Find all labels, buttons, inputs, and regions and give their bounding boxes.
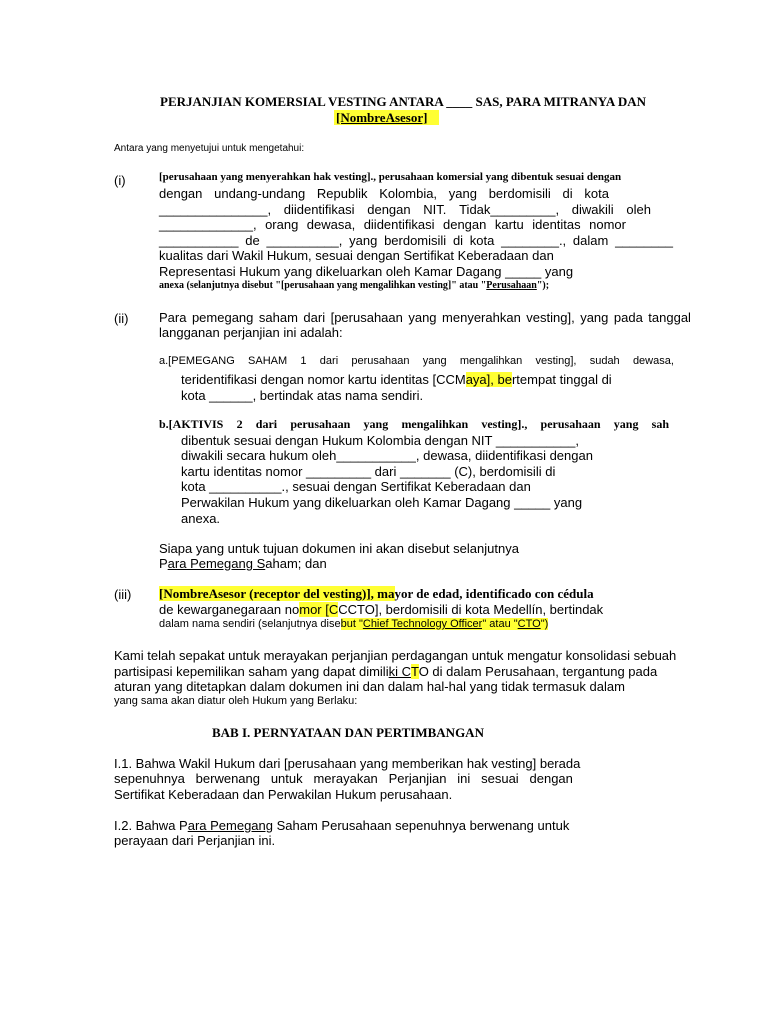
party-ii-summary: Para Pemegang Saham; dan	[159, 556, 327, 571]
party-i-line: Representasi Hukum yang dikeluarkan oleh Kamar Dagang _____ yang	[159, 264, 574, 279]
shareholder-b-line: Perwakilan Hukum yang dikeluarkan oleh Kamar Dagang _____ yang	[181, 495, 583, 510]
document-title: PERJANJIAN KOMERSIAL VESTING ANTARA ____ SAS, PARA MITRANYA DAN	[160, 94, 647, 109]
party-ii-line: Para pemegang saham dari [perusahaan yang menyerahkan vesting], yang pada tanggal	[159, 310, 691, 325]
party-i-line: _____________, orang dewasa, diidentifikasi dengan kartu identitas nomor	[159, 217, 626, 232]
party-i-line: kualitas dari Wakil Hukum, sesuai dengan Sertifikat Keberadaan dan	[159, 248, 554, 263]
party-i-line: [perusahaan yang menyerahkan hak vesting]., perusahaan komersial yang dibentuk sesuai dengan	[159, 171, 622, 183]
party-ii-marker: (ii)	[114, 311, 129, 326]
party-ii-summary: Siapa yang untuk tujuan dokumen ini akan disebut selanjutnya	[159, 541, 519, 556]
agreement-line: partisipasi kepemilikan saham yang dapat dimiliki CTO di dalam Perusahaan, tergantung pada	[114, 664, 658, 679]
agreement-line: yang sama akan diatur oleh Hukum yang Berlaku:	[114, 695, 358, 707]
shareholder-a-line: teridentifikasi dengan nomor kartu identitas [CCMaya], bertempat tinggal di	[181, 372, 612, 387]
party-i-line: ___________ de __________, yang berdomisili di kota ________., dalam ________	[159, 233, 673, 248]
agreement-line: aturan yang ditetapkan dalam dokumen ini dan dalam hal-hal yang tidak termasuk dalam	[114, 679, 625, 694]
clause-i1-line: I.1. Bahwa Wakil Hukum dari [perusahaan yang memberikan hak vesting] berada	[114, 756, 581, 771]
shareholder-b-line: anexa.	[181, 511, 221, 526]
shareholder-b-line: diwakili secara hukum oleh___________, dewasa, diidentifikasi dengan	[181, 448, 593, 463]
clause-i2-line: perayaan dari Perjanjian ini.	[114, 833, 276, 848]
shareholder-b-line: kartu identitas nomor _________ dari _______ (C), berdomisili di	[181, 464, 556, 479]
party-i-line: _______________, diidentifikasi dengan NIT. Tidak_________, diwakili oleh	[159, 202, 651, 217]
clause-i1-line: sepenuhnya berwenang untuk merayakan Perjanjian ini sesuai dengan	[114, 771, 573, 786]
section-heading: BAB I. PERNYATAAN DAN PERTIMBANGAN	[212, 725, 484, 740]
party-i-line: anexa (selanjutnya disebut "[perusahaan yang mengalihkan vesting]" atau "Perusahaan");	[159, 280, 550, 291]
shareholder-b-line: b.[AKTIVIS 2 dari perusahaan yang mengalihkan vesting]., perusahaan yang sah	[159, 417, 669, 431]
document-title-name: [NombreAsesor]	[334, 111, 439, 124]
shareholder-a-line: a.[PEMEGANG SAHAM 1 dari perusahaan yang mengalihkan vesting], sudah dewasa,	[159, 355, 674, 367]
clause-i1-line: Sertifikat Keberadaan dan Perwakilan Hukum perusahaan.	[114, 787, 453, 802]
agreement-line: Kami telah sepakat untuk merayakan perjanjian perdagangan untuk mengatur konsolidasi sebuah	[114, 648, 677, 663]
party-iii-line: de kewarganegaraan nomor [CCCTO], berdomisili di kota Medellín, bertindak	[159, 602, 604, 617]
party-iii-line: [NombreAsesor (receptor del vesting)], mayor de edad, identificado con cédula	[159, 586, 594, 601]
party-iii-line: dalam nama sendiri (selanjutnya disebut "Chief Technology Officer" atau "CTO")	[159, 618, 549, 630]
shareholder-b-line: dibentuk sesuai dengan Hukum Kolombia dengan NIT ___________,	[181, 433, 579, 448]
intro-text: Antara yang menyetujui untuk mengetahui:	[114, 143, 305, 154]
party-i-marker: (i)	[114, 173, 126, 188]
clause-i2-line: I.2. Bahwa Para Pemegang Saham Perusahaan sepenuhnya berwenang untuk	[114, 818, 570, 833]
party-iii-marker: (iii)	[114, 587, 132, 602]
party-ii-line: langganan perjanjian ini adalah:	[159, 325, 343, 340]
shareholder-b-line: kota __________., sesuai dengan Sertifikat Keberadaan dan	[181, 479, 531, 494]
party-i-line: dengan undang-undang Republik Kolombia, yang berdomisili di kota	[159, 186, 609, 201]
shareholder-a-line: kota ______, bertindak atas nama sendiri.	[181, 388, 424, 403]
